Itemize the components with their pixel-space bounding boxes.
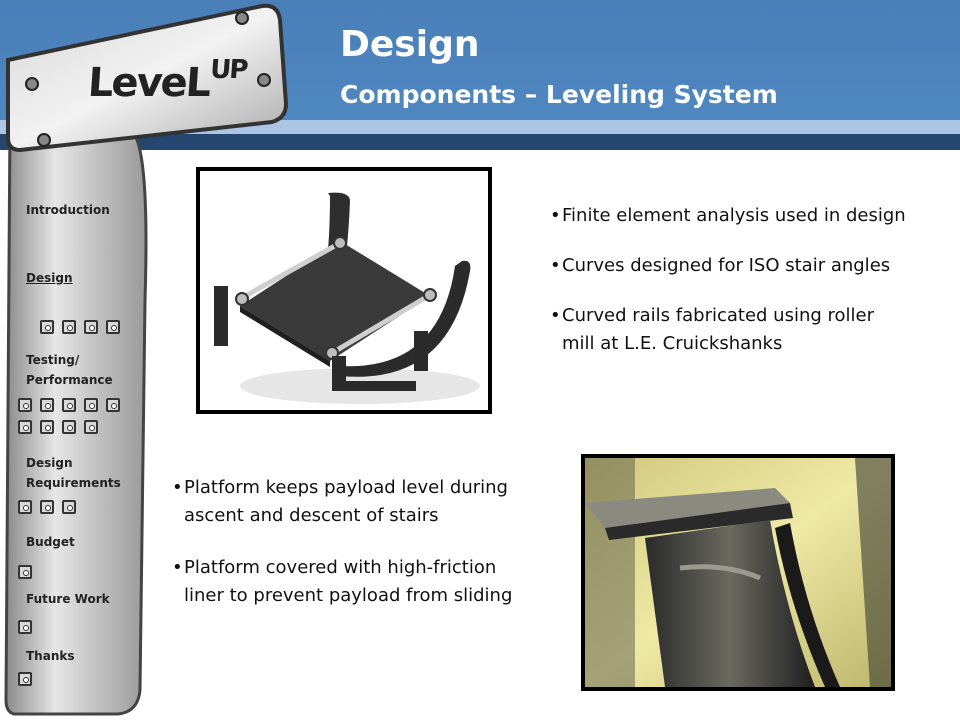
logo-text: LeveL$^{UP}$ bbox=[86, 55, 248, 106]
bolt-icon bbox=[18, 398, 32, 412]
bolt-row-testing-1 bbox=[18, 398, 128, 416]
photo-image bbox=[585, 458, 891, 687]
bolt-icon bbox=[84, 398, 98, 412]
nav-introduction[interactable]: Introduction bbox=[26, 203, 110, 217]
bolt-icon bbox=[18, 420, 32, 434]
nav-design-requirements[interactable] bbox=[26, 453, 126, 493]
bullet-item: • Finite element analysis used in design bbox=[550, 202, 910, 230]
cad-model-image bbox=[200, 171, 488, 410]
nav-design[interactable]: Design bbox=[26, 271, 73, 285]
bullet-item: • Platform keeps payload level during ascent and descent of stairs bbox=[172, 474, 522, 530]
nav-testing-performance[interactable] bbox=[26, 350, 126, 390]
bolt-icon bbox=[84, 320, 98, 334]
bolt-icon bbox=[106, 320, 120, 334]
bolt-icon bbox=[40, 500, 54, 514]
bullet-item: • Platform covered with high-friction liner to prevent payload from sliding bbox=[172, 554, 522, 610]
bolt-row-design bbox=[40, 320, 128, 338]
bolt-icon bbox=[84, 420, 98, 434]
bolt-icon bbox=[18, 500, 32, 514]
left-bullet-list bbox=[172, 474, 522, 610]
bolt-row-requirements bbox=[18, 500, 84, 518]
nav-design-requirements-label: Design Requirements bbox=[26, 456, 121, 490]
curved-rail-photo bbox=[581, 454, 895, 691]
page-title: Design bbox=[340, 24, 480, 65]
bolt-icon bbox=[62, 500, 76, 514]
bolt-icon bbox=[62, 398, 76, 412]
page-subtitle: Components – Leveling System bbox=[340, 80, 778, 109]
right-bullet-list bbox=[550, 202, 910, 358]
bolt-row-budget bbox=[18, 565, 40, 583]
leveling-system-cad-render bbox=[196, 167, 492, 414]
bolt-icon bbox=[18, 565, 32, 579]
bolt-icon bbox=[62, 320, 76, 334]
bolt-icon bbox=[62, 420, 76, 434]
bolt-icon bbox=[18, 620, 32, 634]
nav-thanks[interactable]: Thanks bbox=[26, 649, 75, 663]
bolt-icon bbox=[18, 672, 32, 686]
bullet-item: • Curved rails fabricated using roller mill at L.E. Cruickshanks bbox=[550, 302, 910, 358]
bolt-row-testing-2 bbox=[18, 420, 106, 438]
nav-budget[interactable]: Budget bbox=[26, 535, 75, 549]
bolt-row-future-work bbox=[18, 620, 40, 638]
bolt-icon bbox=[106, 398, 120, 412]
bullet-item: • Curves designed for ISO stair angles bbox=[550, 252, 910, 280]
nav-future-work[interactable]: Future Work bbox=[26, 592, 110, 606]
bolt-row-thanks bbox=[18, 672, 40, 690]
nav-testing-label: Testing/ Performance bbox=[26, 353, 113, 387]
bolt-icon bbox=[40, 420, 54, 434]
bolt-icon bbox=[40, 398, 54, 412]
bolt-icon bbox=[40, 320, 54, 334]
